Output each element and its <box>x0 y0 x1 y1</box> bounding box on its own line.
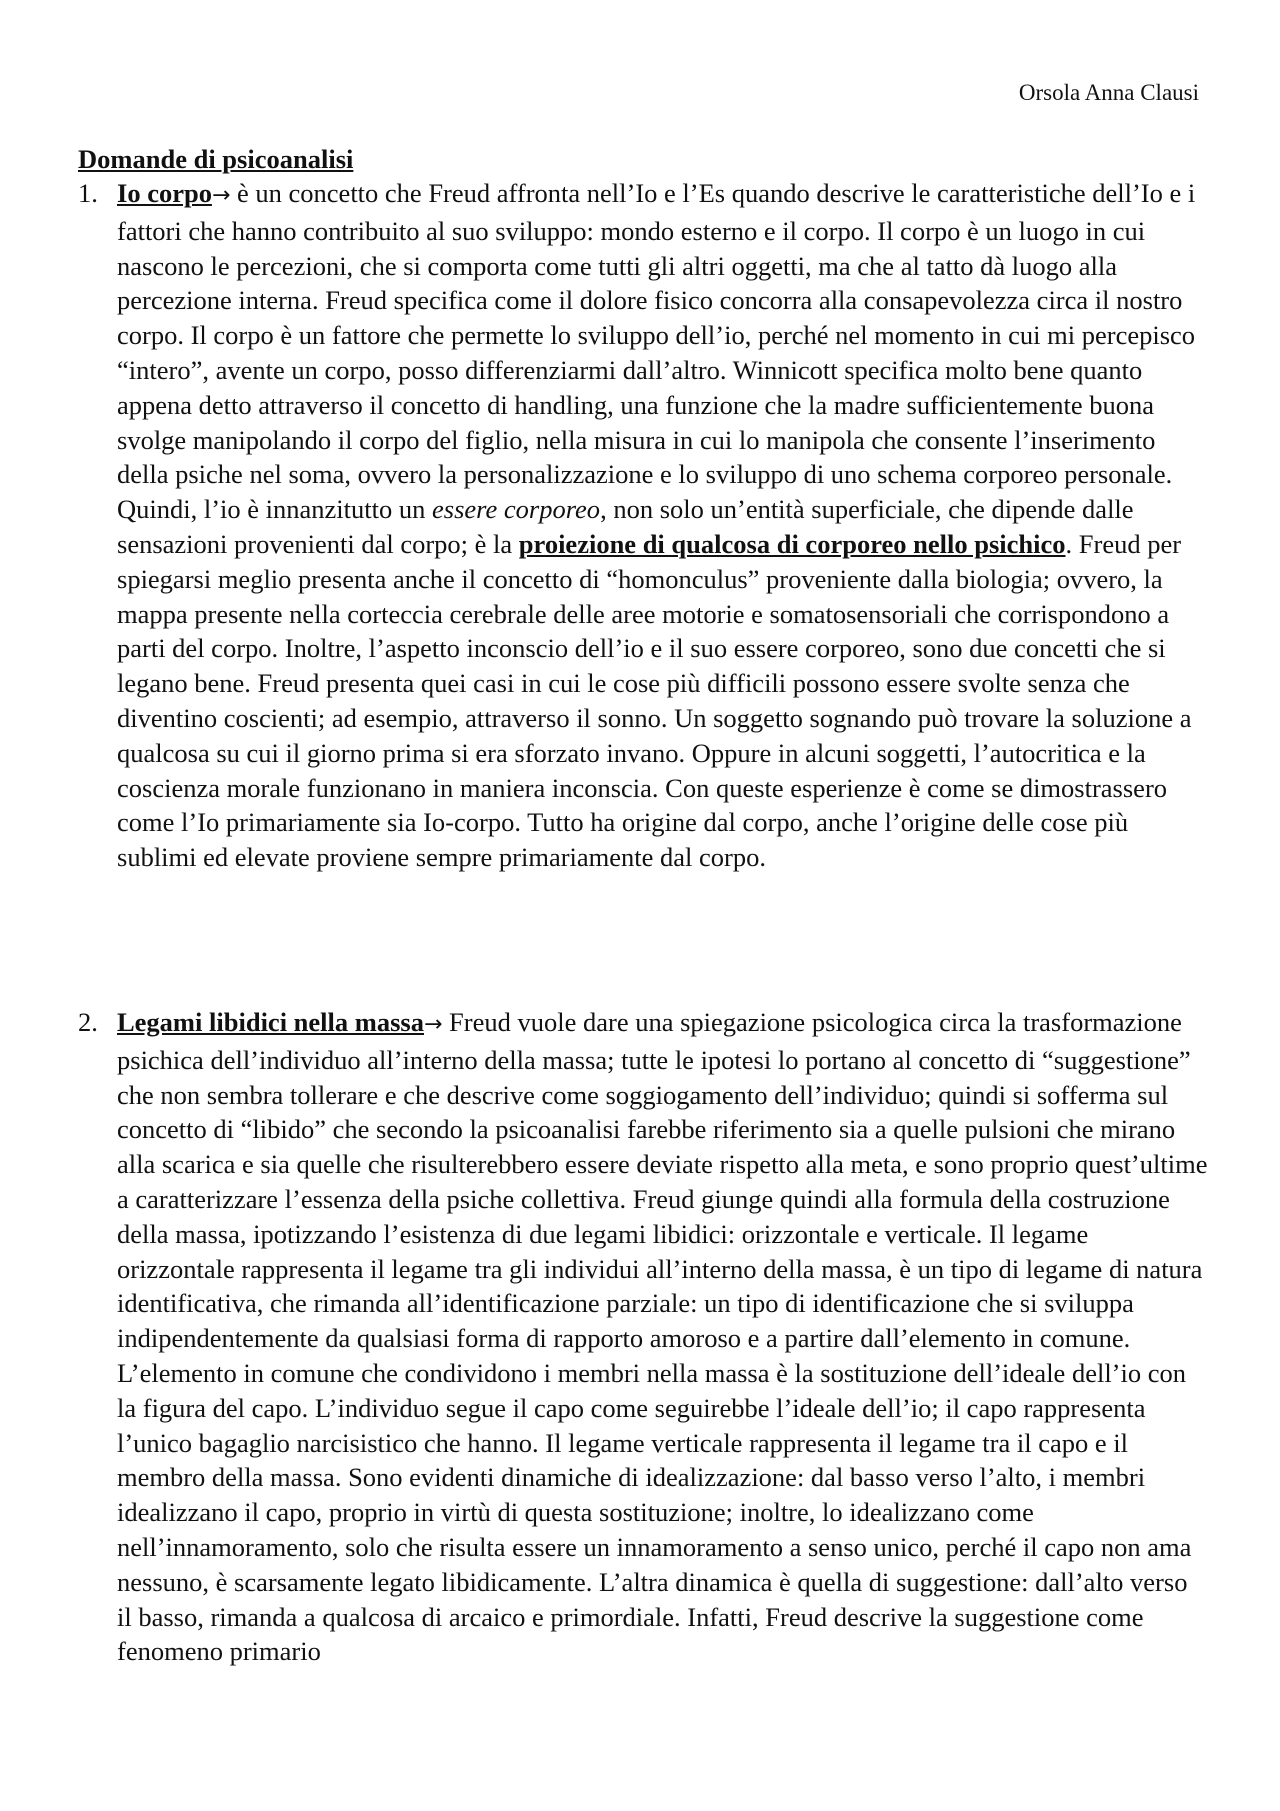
bold-underlined-phrase: proiezione di qualcosa di corporeo nello psichico <box>518 528 1066 559</box>
question-body <box>117 176 1208 875</box>
arrow-right-icon: → <box>211 183 231 208</box>
question-text: Freud vuole dare una spiegazione psicologica circa la trasformazione psichica dell’individuo all’interno della massa; tutte le ipotesi lo portano al concetto di “suggestione” che non sembra tollerare e che descrive come soggiogamento dell’individuo; quindi si sofferma sul concetto di “libido” che secondo la psicoanalisi farebbe riferimento sia a quelle pulsioni che mirano alla scarica e sia quelle che risulterebbero essere deviate rispetto alla meta, e sono proprio quest’ultime a caratterizzare l’essenza della psiche collettiva. Freud giunge quindi alla formula della costruzione della massa, ipotizzando l’esistenza di due legami libidici: orizzontale e verticale. Il legame orizzontale rappresenta il legame tra gli individui all’interno della massa, è un tipo di legame di natura identificativa, che rimanda all’identificazione parziale: un tipo di identificazione che si sviluppa indipendentemente da qualsiasi forma di rapporto amoroso e a partire dall’elemento in comune. L’elemento in comune che condividono i membri nella massa è la sostituzione dell’ideale dell’io con la figura del capo. L’individuo segue il capo come seguirebbe l’ideale dell’io; il capo rappresenta l’unico bagaglio narcisistico che hanno. Il legame verticale rappresenta il legame tra il capo e il membro della massa. Sono evidenti dinamiche di idealizzazione: dal basso verso l’alto, i membri idealizzano il capo, proprio in virtù di questa sostituzione; inoltre, lo idealizzano come nell’innamoramento, solo che risulta essere un innamoramento a senso unico, perché il capo non ama nessuno, è scarsamente legato libidicamente. L’altra dinamica è quella di suggestione: dall’alto verso il basso, rimanda a qualcosa di arcaico e primordiale. Infatti, Freud descrive la suggestione come fenomeno primario <box>117 1007 1208 1667</box>
author-name: Orsola Anna Clausi <box>1018 80 1199 105</box>
question-term: Legami libidici nella massa <box>117 1007 424 1037</box>
question-1 <box>78 176 1208 875</box>
question-text: , non solo un’entità superficiale, che dipende dalle sensazioni provenienti dal corpo; è la <box>117 494 1134 559</box>
document-title: Domande di psicoanalisi <box>78 144 354 174</box>
question-number: 1. <box>78 178 98 208</box>
question-text: . Freud per spiegarsi meglio presenta anche il concetto di “homonculus” proveniente dalla biologia; ovvero, la mappa presente nella corteccia cerebrale delle aree motorie e somatosensoriali che corrispondono a parti del corpo. Inoltre, l’aspetto inconscio dell’io e il suo essere corporeo, sono due concetti che si legano bene. Freud presenta quei casi in cui le cose più difficili possono essere svolte senza che diventino coscienti; ad esempio, attraverso il sonno. Un soggetto sognando può trovare la soluzione a qualcosa su cui il giorno prima si era sforzato invano. Oppure in alcuni soggetti, l’autocritica e la coscienza morale funzionano in maniera inconscia. Con queste esperienze è come se dimostrassero come l’Io primariamente sia Io-corpo. Tutto ha origine dal corpo, anche l’origine delle cose più sublimi ed elevate proviene sempre primariamente dal corpo. <box>117 528 1192 873</box>
question-2 <box>78 1005 1208 1669</box>
italic-phrase: essere corporeo <box>432 494 601 525</box>
question-body <box>117 1005 1208 1669</box>
question-number: 2. <box>78 1007 98 1037</box>
arrow-right-icon: → <box>423 1012 443 1037</box>
question-term: Io corpo <box>117 178 212 208</box>
question-text: è un concetto che Freud affronta nell’Io e l’Es quando descrive le caratteristiche dell’Io e i fattori che hanno contribuito al suo sviluppo: mondo esterno e il corpo. Il corpo è un luogo in cui nascono le percezioni, che si comporta come tutti gli altri oggetti, ma che al tatto dà luogo alla percezione interna. Freud specifica come il dolore fisico concorra alla consapevolezza circa il nostro corpo. Il corpo è un fattore che permette lo sviluppo dell’io, perché nel momento in cui mi percepisco “intero”, avente un corpo, posso differenziarmi dall’altro. Winnicott specifica molto bene quanto appena detto attraverso il concetto di handling, una funzione che la madre sufficientemente buona svolge manipolando il corpo del figlio, nella misura in cui lo manipola che consente l’inserimento della psiche nel soma, ovvero la personalizzazione e lo sviluppo di uno schema corporeo personale. Quindi, l’io è innanzitutto un <box>117 178 1196 525</box>
